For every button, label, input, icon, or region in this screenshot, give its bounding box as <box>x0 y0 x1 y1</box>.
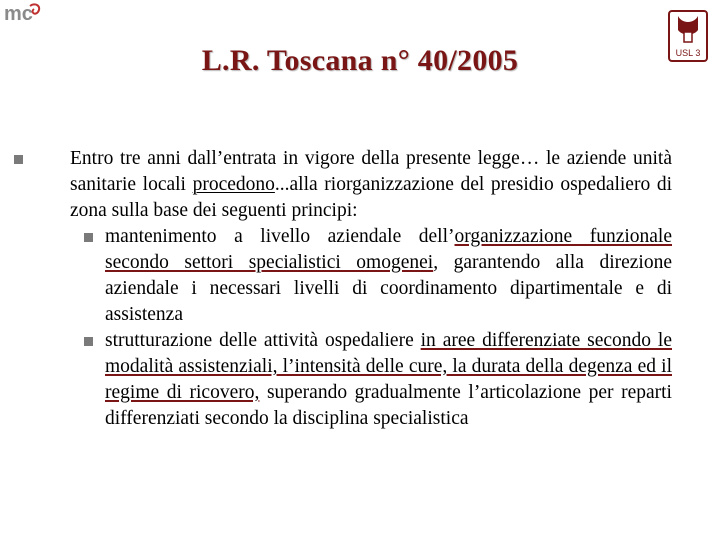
bullet-text-1 <box>70 146 672 224</box>
logo-left-text: mc <box>4 3 33 25</box>
bullet1-part1: Entro tre anni dall’entrata in vigore della presente legge… le aziende unità sanitarie locali <box>70 148 672 195</box>
sub-bullet-item-1 <box>84 224 672 328</box>
square-bullet-icon <box>14 155 23 164</box>
slide-content <box>14 146 672 432</box>
sub-bullet-text-1 <box>105 224 672 328</box>
logo-left <box>2 2 62 26</box>
sub1-part1: mantenimento a livello aziendale dell’ <box>105 226 455 247</box>
square-bullet-icon <box>84 233 93 242</box>
mc-logo-icon <box>2 2 62 26</box>
sub2-underlined: in aree differenziate secondo le modalità assistenziali, l’intensità delle cure, la durata della degenza ed il regime di ricovero, <box>105 330 672 403</box>
logo-right-text: USL 3 <box>675 48 701 58</box>
bullet1-part2: ...alla riorganizzazione del presidio ospedaliero di zona sulla base dei seguenti principi: <box>70 174 672 221</box>
sub2-part1: strutturazione delle attività ospedaliere <box>105 330 421 351</box>
sub-bullet-text-2 <box>105 328 672 432</box>
bullet-item-1 <box>14 146 672 224</box>
sub2-part2: superando gradualmente l’articolazione per reparti differenziati secondo la disciplina specialistica <box>105 382 672 429</box>
square-bullet-icon <box>84 337 93 346</box>
sub1-underlined: organizzazione funzionale secondo settori specialistici omogenei <box>105 226 672 273</box>
slide-title: L.R. Toscana n° 40/2005 <box>201 44 519 77</box>
bullet1-emphasis: procedono <box>192 174 275 195</box>
sub1-part2: , garantendo alla direzione aziendale i necessari livelli di coordinamento dipartimentale e di assistenza <box>105 252 672 325</box>
sub-bullet-item-2 <box>84 328 672 432</box>
